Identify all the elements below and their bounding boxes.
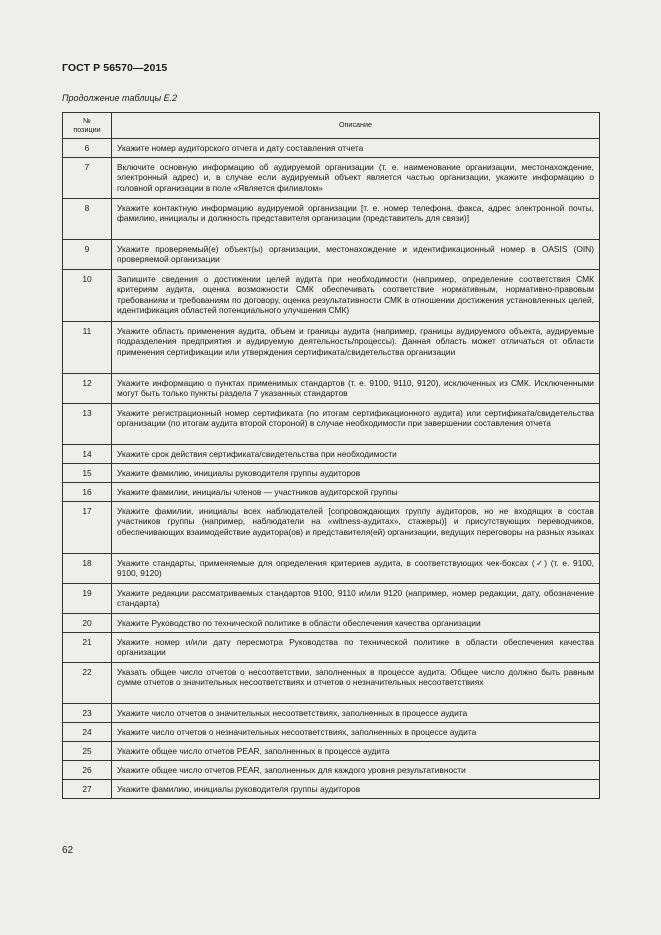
- table-row: [63, 704, 600, 723]
- position-description: Укажите редакции рассматриваемых стандартов 9100, 9110 и/или 9120 (например, номер редакции, дату, обозначение стандарта): [112, 584, 600, 614]
- table-row: [63, 614, 600, 633]
- table-header-row: [63, 113, 600, 139]
- position-description: Укажите номер и/или дату пересмотра Руководства по технической политике в области обеспечения качества организации: [112, 633, 600, 663]
- position-number: 24: [63, 723, 112, 742]
- position-description: Укажите номер аудиторского отчета и дату составления отчета: [112, 139, 600, 158]
- position-number: 11: [63, 322, 112, 374]
- position-description: Укажите стандарты, применяемые для определения критериев аудита, в соответствующих чек-боксах (✓) (т. е. 9100, 9100, 9120): [112, 554, 600, 584]
- table-row: [63, 584, 600, 614]
- position-number: 14: [63, 445, 112, 464]
- position-number: 25: [63, 742, 112, 761]
- position-number: 15: [63, 464, 112, 483]
- position-description: Укажите число отчетов о незначительных несоответствиях, заполненных в процессе аудита: [112, 723, 600, 742]
- position-number: 12: [63, 374, 112, 404]
- table-row: [63, 483, 600, 502]
- position-number: 16: [63, 483, 112, 502]
- column-header-position-symbol: №: [83, 115, 91, 125]
- table-row: [63, 554, 600, 584]
- position-number: 17: [63, 502, 112, 554]
- position-description: Включите основную информацию об аудируемой организации (т. е. наименование организации, местонахождение, электронный адрес) и, в случае если аудируемый объект является частью организации, укажите информацию о головной организации в поле «Является филиалом»: [112, 158, 600, 199]
- table-row: [63, 404, 600, 445]
- table-row: [63, 445, 600, 464]
- table-row: [63, 761, 600, 780]
- table-row: [63, 723, 600, 742]
- position-description: Укажите общее число отчетов PEAR, заполненных для каждого уровня результативности: [112, 761, 600, 780]
- description-table: [62, 112, 600, 799]
- table-row: [63, 663, 600, 704]
- table-row: [63, 742, 600, 761]
- position-description: Укажите фамилию, инициалы руководителя группы аудиторов: [112, 780, 600, 799]
- table-row: [63, 240, 600, 270]
- table-row: [63, 322, 600, 374]
- table-continuation-caption: Продолжение таблицы Е.2: [62, 93, 178, 103]
- position-description: Укажите Руководство по технической политике в области обеспечения качества организации: [112, 614, 600, 633]
- position-description: Укажите область применения аудита, объем и границы аудита (например, границы аудируемого объекта, аудируемые подразделения предприятия и аудируемую деятельность/процессы). Данная область может отличаться от области применения сертификации или утверждения сертификата/свидетельства организации: [112, 322, 600, 374]
- table-row: [63, 464, 600, 483]
- table-row: [63, 270, 600, 322]
- position-description: Запишите сведения о достижении целей аудита при необходимости (например, определение соответствия СМК критериям аудита, оценка возможности СМК обеспечивать соответствие нормативным, нормативно-правовым требованиям и требованиям по договору, оценка результативности СМК в отношении достижения установленных целей, идентификация областей потенциального улучшения СМК): [112, 270, 600, 322]
- table-row: [63, 780, 600, 799]
- position-number: 13: [63, 404, 112, 445]
- column-header-position: [63, 113, 112, 139]
- position-number: 21: [63, 633, 112, 663]
- position-description: Укажите число отчетов о значительных несоответствиях, заполненных в процессе аудита: [112, 704, 600, 723]
- position-number: 23: [63, 704, 112, 723]
- position-description: Укажите контактную информацию аудируемой организации [т. е. номер телефона, факса, адрес электронной почты, фамилию, инициалы и должность представителя организации (представитель для связи)]: [112, 199, 600, 240]
- document-header: ГОСТ Р 56570—2015: [62, 62, 168, 74]
- position-description: Укажите общее число отчетов PEAR, заполненных в процессе аудита: [112, 742, 600, 761]
- position-description: Укажите информацию о пунктах применимых стандартов (т. е. 9100, 9110, 9120), исключенных из СМК. Исключенными могут быть только пункты раздела 7 указанных стандартов: [112, 374, 600, 404]
- position-number: 20: [63, 614, 112, 633]
- position-description: Укажите фамилии, инициалы всех наблюдателей [сопровождающих группу аудиторов, но не входящих в состав участников группы (например, наблюдатели на «witness-аудитах», стажеры)] и присутствующих переводчиков, обеспечивающих взаимодействие аудитора(ов) и представителя(ей) организации, ведущих переговоры на разных языках: [112, 502, 600, 554]
- position-number: 26: [63, 761, 112, 780]
- position-description: Укажите срок действия сертификата/свидетельства при необходимости: [112, 445, 600, 464]
- position-description: Укажите фамилии, инициалы членов — участников аудиторской группы: [112, 483, 600, 502]
- page-number: 62: [62, 845, 74, 856]
- position-description: Укажите проверяемый(е) объект(ы) организации, местонахождение и идентификационный номер в OASIS (OIN) проверяемой организации: [112, 240, 600, 270]
- column-header-description: Описание: [112, 113, 600, 139]
- position-description: Укажите регистрационный номер сертификата (по итогам сертификационного аудита) или сертификата/свидетельства организации (по итогам аудита второй стороной) в случае необходимости при завершении составления отчета: [112, 404, 600, 445]
- position-number: 18: [63, 554, 112, 584]
- position-number: 10: [63, 270, 112, 322]
- table-row: [63, 139, 600, 158]
- table-row: [63, 158, 600, 199]
- position-number: 8: [63, 199, 112, 240]
- position-number: 22: [63, 663, 112, 704]
- table-row: [63, 374, 600, 404]
- column-header-position-label: позиции: [73, 124, 101, 134]
- position-description: Укажите фамилию, инициалы руководителя группы аудиторов: [112, 464, 600, 483]
- position-description: Указать общее число отчетов о несоответствии, заполненных в процессе аудита. Общее число должно быть равным сумме отчетов о значительных несоответствиях и отчетов о незначительных несоответствиях: [112, 663, 600, 704]
- table-row: [63, 633, 600, 663]
- position-number: 9: [63, 240, 112, 270]
- table-row: [63, 502, 600, 554]
- table-row: [63, 199, 600, 240]
- position-number: 27: [63, 780, 112, 799]
- position-number: 6: [63, 139, 112, 158]
- position-number: 19: [63, 584, 112, 614]
- position-number: 7: [63, 158, 112, 199]
